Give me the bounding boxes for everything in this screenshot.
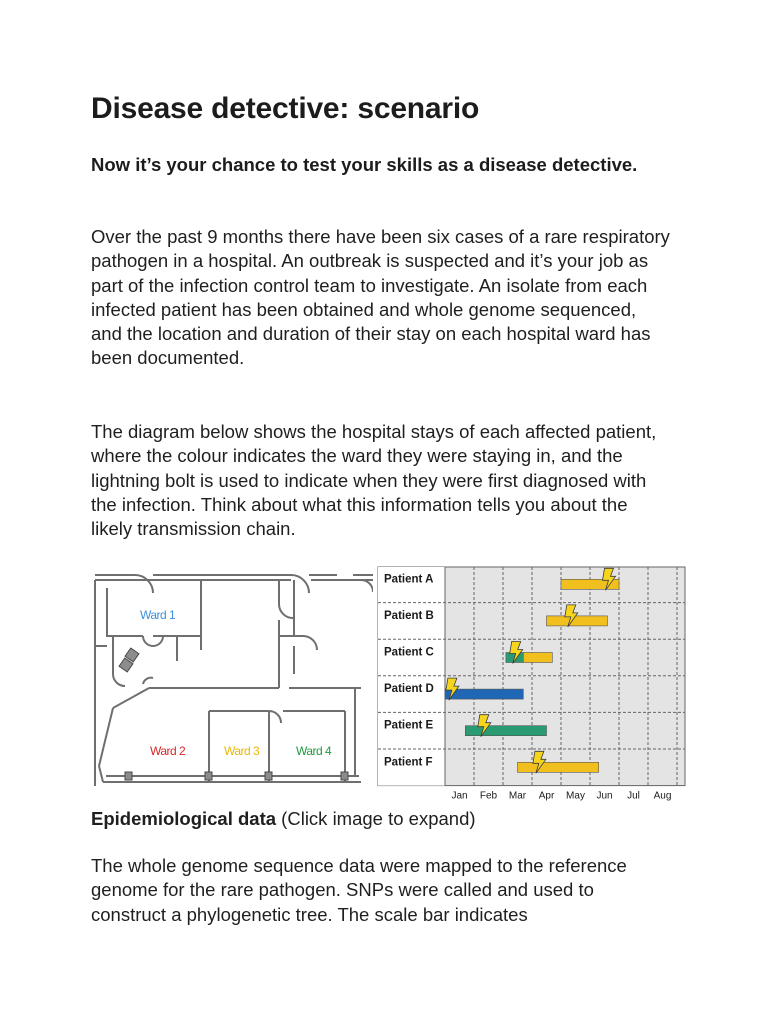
stay-bar xyxy=(547,616,608,626)
month-tick-label: Jul xyxy=(627,790,640,802)
ward3-label: Ward 3 xyxy=(224,744,260,758)
month-tick-label: Apr xyxy=(538,790,555,802)
subheading: Now it’s your chance to test your skills as a disease detective. xyxy=(91,154,638,175)
page-title: Disease detective: scenario xyxy=(91,92,480,125)
timeline-grid xyxy=(378,567,685,786)
stay-bar xyxy=(465,726,546,736)
caption-bold: Epidemiological data xyxy=(91,808,277,829)
patient-label: Patient D xyxy=(384,683,434,696)
month-tick-label: Mar xyxy=(508,790,527,802)
patient-label: Patient B xyxy=(384,609,434,622)
paragraph-scenario: Over the past 9 months there have been six cases of a rare respiratory pathogen in a hospital. An outbreak is suspected and it’s your job as part of the infection control team to investigate. An isolate from each infected patient has been obtained and whole genome sequenced, and the location and duration of their stay on each hospital ward has been documented. xyxy=(91,226,670,369)
month-tick-label: Aug xyxy=(653,790,672,802)
patient-label: Patient C xyxy=(384,646,434,659)
hospital-floor-plan[interactable] xyxy=(91,566,373,794)
floor-plan-furniture xyxy=(119,648,348,780)
patient-label: Patient E xyxy=(384,719,434,732)
month-tick-label: Feb xyxy=(479,790,498,802)
ward2-label: Ward 2 xyxy=(150,744,186,758)
month-tick-label: Jun xyxy=(596,790,613,802)
stay-bar xyxy=(445,689,523,699)
month-tick-label: Jan xyxy=(451,790,468,802)
caption-rest: (Click image to expand) xyxy=(276,808,476,829)
ward1-label: Ward 1 xyxy=(140,608,176,622)
stay-bar xyxy=(523,653,552,663)
patient-stay-timeline[interactable] xyxy=(377,566,689,804)
paragraph-genome: The whole genome sequence data were mapped to the reference genome for the rare pathogen. SNPs were called and used to construct a phylogenetic tree. The scale bar indicates xyxy=(91,855,627,925)
patient-label: Patient A xyxy=(384,573,434,586)
month-tick-label: May xyxy=(566,790,585,802)
stay-bar xyxy=(518,762,599,772)
figure-caption[interactable] xyxy=(91,808,476,830)
patient-label: Patient F xyxy=(384,756,433,769)
paragraph-diagram-description: The diagram below shows the hospital stays of each affected patient, where the colour indicates the ward they were staying in, and the lightning bolt is used to indicate when they were first diagnosed with the infection. Think about what this information tells you about the likely transmission chain. xyxy=(91,421,657,540)
ward4-label: Ward 4 xyxy=(296,744,332,758)
